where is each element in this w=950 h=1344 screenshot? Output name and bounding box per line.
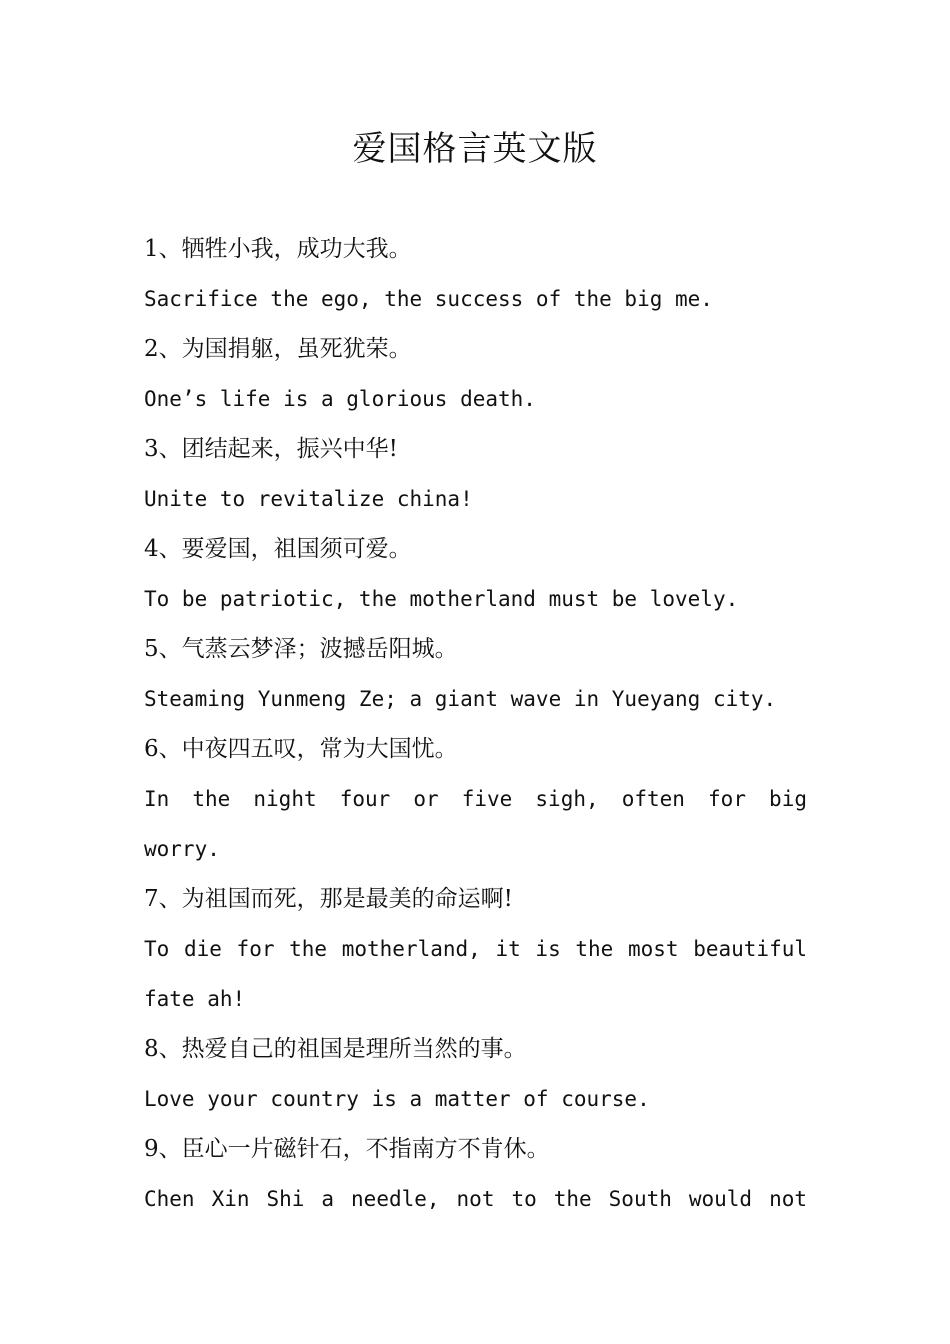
quote-7-chinese: 7、为祖国而死，那是最美的命运啊! [144,886,513,912]
quote-6-chinese: 6、中夜四五叹，常为大国忧。 [144,736,458,762]
quote-8-english: Love your country is a matter of course. [144,1087,650,1111]
document-body [144,224,807,1224]
quote-1-chinese: 1、牺牲小我，成功大我。 [144,236,412,262]
quote-9-english-line-1: Chen Xin Shi a needle, not to the South would not [144,1187,807,1211]
quote-6-english-line-2: worry. [144,837,220,861]
quote-7-english-line-2: fate ah! [144,987,246,1011]
quote-3-chinese: 3、团结起来，振兴中华! [144,436,398,462]
quote-6-english-line-1: In the night four or five sigh, often for big [144,787,807,811]
quote-3-english: Unite to revitalize china! [144,487,473,511]
quote-7-english-line-1: To die for the motherland, it is the most beautiful [144,937,807,961]
quote-2-chinese: 2、为国捐躯，虽死犹荣。 [144,336,412,362]
quote-9-chinese: 9、臣心一片磁针石，不指南方不肯休。 [144,1136,550,1162]
quote-5-english: Steaming Yunmeng Ze; a giant wave in Yueyang city. [144,687,777,711]
document-title: 爱国格言英文版 [352,129,598,169]
quote-4-english: To be patriotic, the motherland must be lovely. [144,587,739,611]
quote-2-english: One’s life is a glorious death. [144,387,536,411]
quote-5-chinese: 5、气蒸云梦泽；波撼岳阳城。 [144,636,458,662]
quote-8-chinese: 8、热爱自己的祖国是理所当然的事。 [144,1036,527,1062]
quote-4-chinese: 4、要爱国，祖国须可爱。 [144,536,412,562]
quote-1-english: Sacrifice the ego, the success of the big me. [144,287,713,311]
